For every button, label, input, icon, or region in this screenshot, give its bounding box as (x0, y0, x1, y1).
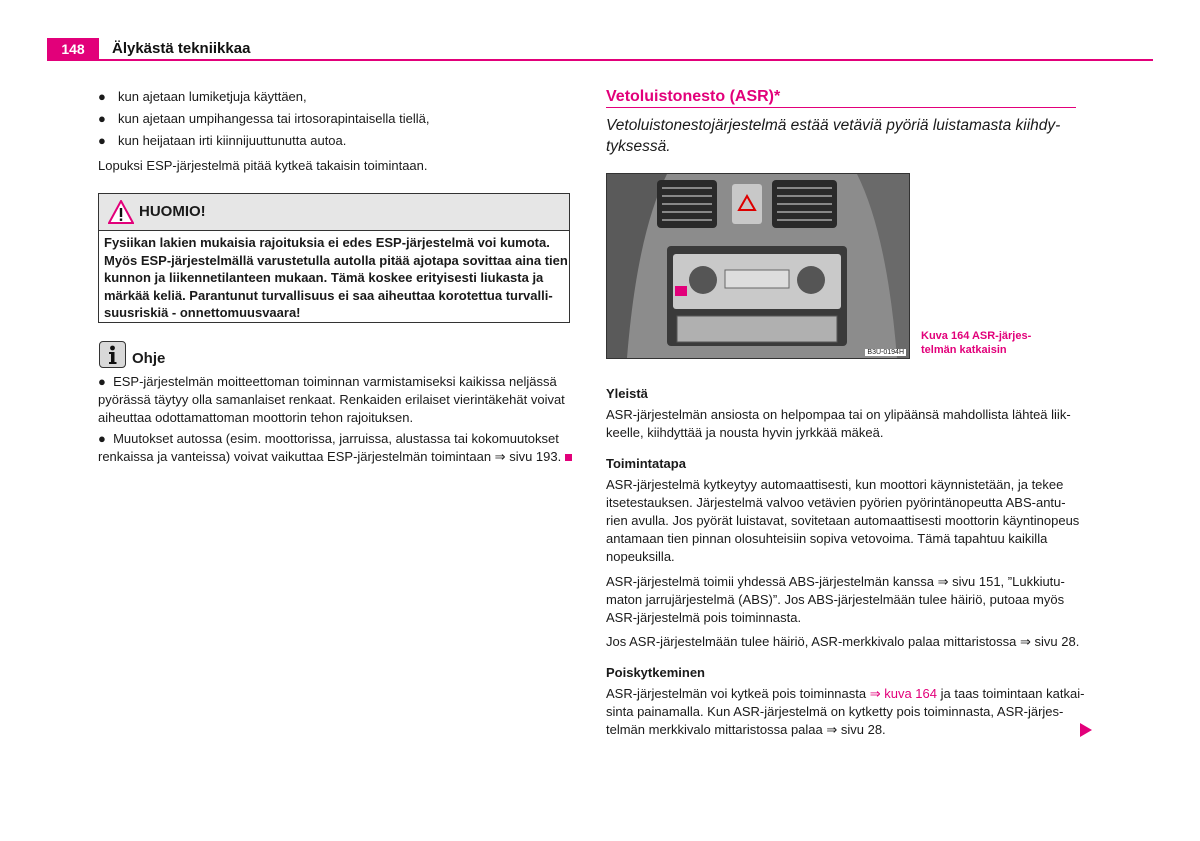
dashboard-photo (606, 173, 910, 359)
note-title: Ohje (132, 350, 166, 367)
section-title: Vetoluistonesto (ASR)* (606, 88, 781, 105)
bullet-icon: ● (98, 89, 106, 104)
paragraph: ASR-järjestelmä kytkeytyy automaattisesti, kun moottori käynnistetään, ja tekee itsetestauksen. Järjestelmä valvoo vetävien pyörien pyörintänopeutta ABS-antu- rien avulla. Jos pyörät luistavat, sovitetaan automaattisesti moottorin käyntinopeus antamaan tien pinnan olosuhteisiin sopiva vetovoima. Tämä tapahtuu kaikilla nopeuksilla. (606, 477, 1080, 564)
paragraph: ASR-järjestelmän ansiosta on helpompaa tai on ylipäänsä mahdollista lähteä liik- keelle, kiihdyttää ja nousta hyvin jyrkkää mäkeä. (606, 407, 1071, 440)
header-rule (47, 59, 1153, 61)
paragraph: Jos ASR-järjestelmään tulee häiriö, ASR-merkkivalo palaa mittaristossa ⇒ sivu 28. (606, 634, 1080, 649)
subheading-yleista: Yleistä (606, 386, 648, 401)
closing-text: Lopuksi ESP-järjestelmä pitää kytkeä takaisin toimintaan. (98, 158, 428, 173)
lead-text: Vetoluistonestojärjestelmä estää vetäviä pyöriä luistamasta kiihdy- tyksessä. (606, 117, 1061, 155)
info-icon (99, 341, 126, 368)
subheading-poiskytkeminen: Poiskytkeminen (606, 665, 705, 680)
next-page-arrow-icon[interactable] (1080, 723, 1092, 742)
warning-title: HUOMIO! (139, 203, 206, 220)
paragraph: ASR-järjestelmä toimii yhdessä ABS-järjestelmän kanssa ⇒ sivu 151, ”Lukkiutu- maton jarrujärjestelmä (ABS)”. Jos ABS-järjestelmään tulee häiriö, putoaa myös ASR-järjestelmä pois toiminnasta. (606, 574, 1065, 625)
warning-box (98, 193, 570, 323)
bullet-icon: ● (98, 133, 106, 148)
bullet-icon: ● (98, 374, 114, 389)
figure-caption: Kuva 164 ASR-järjes- telmän katkaisin (921, 330, 1032, 356)
section-rule (606, 107, 1076, 108)
warning-triangle-icon (108, 200, 134, 229)
subheading-toimintatapa: Toimintatapa (606, 456, 686, 471)
figure-link[interactable]: ⇒ kuva 164 (869, 686, 938, 701)
page-number: 148 (47, 38, 99, 60)
bullet-icon: ● (98, 111, 106, 126)
note-item: ● Muutokset autossa (esim. moottorissa, jarruissa, alustassa tai kokomuutokset renkaissa ja vanteissa) voivat vaikuttaa ESP-järjestelmän toimintaan ⇒ sivu 193. (98, 430, 568, 466)
end-marker-icon (565, 454, 572, 461)
paragraph: ASR-järjestelmän voi kytkeä pois toiminnasta ⇒ kuva 164 ja taas toimintaan katkai- sinta painamalla. Kun ASR-järjestelmä on kytketty pois toiminnasta, ASR-järjes- telmän merkkivalo mittaristossa palaa ⇒ sivu 28. (606, 686, 1085, 737)
chapter-title: Älykästä tekniikkaa (112, 40, 251, 57)
warning-header (99, 194, 569, 231)
note-item: ● ESP-järjestelmän moitteettoman toiminnan varmistamiseksi kaikissa neljässä pyörässä täytyy olla samanlaiset renkaat. Renkaiden erilaiset vierintäkehät voivat aiheuttaa odottamattoman moottorin tehon rajoituksen. (98, 374, 565, 425)
bullet-icon: ● (98, 431, 114, 446)
figure-code: B3U-0194H (867, 349, 904, 356)
warning-text: Fysiikan lakien mukaisia rajoituksia ei edes ESP-järjestelmä voi kumota. Myös ESP-järjestelmällä varustetulla autolla pitää ajotapa sovittaa aina tien kunnon ja liikennetilanteen mukaan. Tämä koskee erityisesti liukasta ja märkää keliä. Parantunut turvallisuus ei saa aiheuttaa korotettua turvalli- suusriskiä - onnettomuusvaara! (104, 235, 568, 321)
